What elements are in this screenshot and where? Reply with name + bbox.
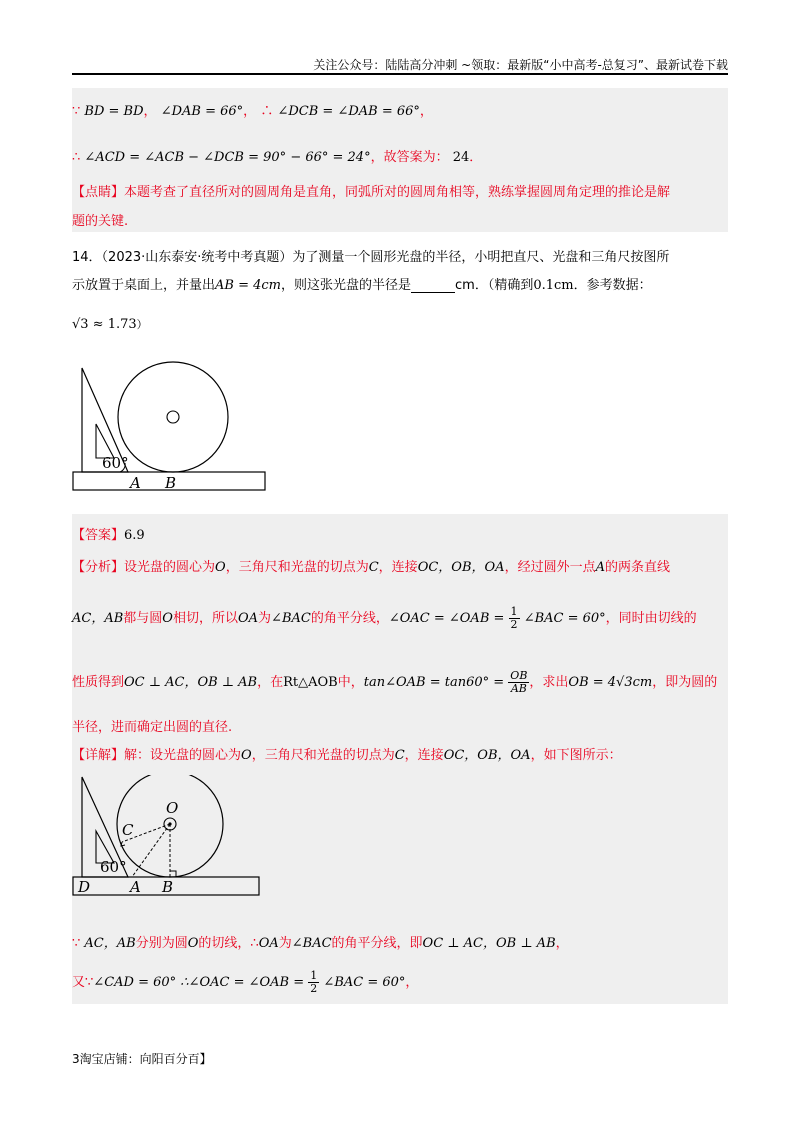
angle-label: 60° (100, 858, 127, 876)
header-rule (72, 73, 728, 75)
label-o: O (166, 799, 179, 817)
label-b: B (165, 474, 177, 492)
disc-circle (118, 362, 228, 472)
label-d: D (78, 878, 91, 896)
detail-line3: 又∵∠CAD = 60° ∴∠OAC = ∠OAB = $\frac{1}{2}$ ∠BAC = 60°， (72, 969, 419, 995)
page-header: 关注公众号：陆陆高分冲刺 ~领取：最新版“小中高考-总复习”、最新试卷下载 (313, 58, 728, 72)
q14-line2: 示放置于桌面上，并量出AB = 4cm，则这张光盘的半径是 cm．（精确到0.1cm．参考数据： (72, 278, 652, 293)
detail-line1: 【详解】解：设光盘的圆心为O，三角尺和光盘的切点为C，连接OC，OB，OA，如下图所示： (72, 748, 622, 763)
fraction-half: $\frac{1}{2}$ (510, 605, 518, 631)
fraction-ob-ab: $\frac{OB}{AB}$ (510, 669, 528, 695)
detail-line2: ∵ AC，AB分别为圆O的切线，∴OA为∠BAC的角平分线，即OC ⊥ AC，OB ⊥ AB， (72, 936, 569, 951)
answer-blank (411, 280, 455, 293)
label-b: B (162, 878, 174, 896)
segment-oa (132, 824, 170, 877)
right-angle-b (170, 871, 176, 877)
fraction-half-2: $\frac{1}{2}$ (310, 969, 318, 995)
sol13-comment-1: 【点睛】本题考查了直径所对的圆周角是直角，同弧所对的圆周角相等，熟练掌握圆周角定理的推论是解 (72, 185, 671, 200)
analysis-line3: 性质得到OC ⊥ AC，OB ⊥ AB，在Rt△AOB中，tan∠OAB = tan60° = $\frac{OB}{AB}$ ，求出OB = 4√3cm，即为圆的 (72, 669, 718, 695)
page-footer (72, 1050, 212, 1067)
right-angle-c (121, 842, 125, 846)
angle-label: 60° (102, 454, 129, 472)
label-a: A (130, 878, 141, 896)
analysis-line4: 半径，进而确定出圆的直径. (72, 720, 233, 735)
arc-equality: BD = BD (84, 104, 144, 119)
set-square-inner (96, 424, 114, 458)
analysis-line2: AC，AB都与圆O相切，所以OA为∠BAC的角平分线，∠OAC = ∠OAB = $\frac{1}{2}$ ∠BAC = 60°，同时由切线的 (72, 605, 697, 631)
figure-1 (70, 330, 270, 495)
q14-line3: √3 ≈ 1.73） (72, 317, 148, 332)
comment-tag: 【点睛】 (72, 185, 125, 200)
footer-text: 淘宝店铺：向阳百分百】 (79, 1052, 212, 1066)
sol13-line2: ∴ ∠ACD = ∠ACB − ∠DCB = 90° − 66° = 24°，故答案为： 24． (72, 150, 483, 165)
q14-line1: 14．（2023·山东泰安·统考中考真题）为了测量一个圆形光盘的半径，小明把直尺、光盘和三角尺按图所 (72, 250, 670, 265)
label-a: A (130, 474, 141, 492)
page-number: 3 (72, 1052, 80, 1066)
sol13-line1: ∵ BD = BD， ∠DAB = 66°， ∴ ∠DCB = ∠DAB = 66°， (72, 104, 433, 119)
analysis-line1: 【分析】设光盘的圆心为O，三角尺和光盘的切点为C，连接OC，OB，OA，经过圆外一点A的两条直线 (72, 560, 670, 575)
disc-center (167, 411, 179, 423)
figure-2 (70, 775, 270, 900)
answer-line: 【答案】6.9 (72, 528, 145, 543)
sol13-comment-2: 题的关键. (72, 214, 129, 229)
label-c: C (122, 821, 134, 839)
